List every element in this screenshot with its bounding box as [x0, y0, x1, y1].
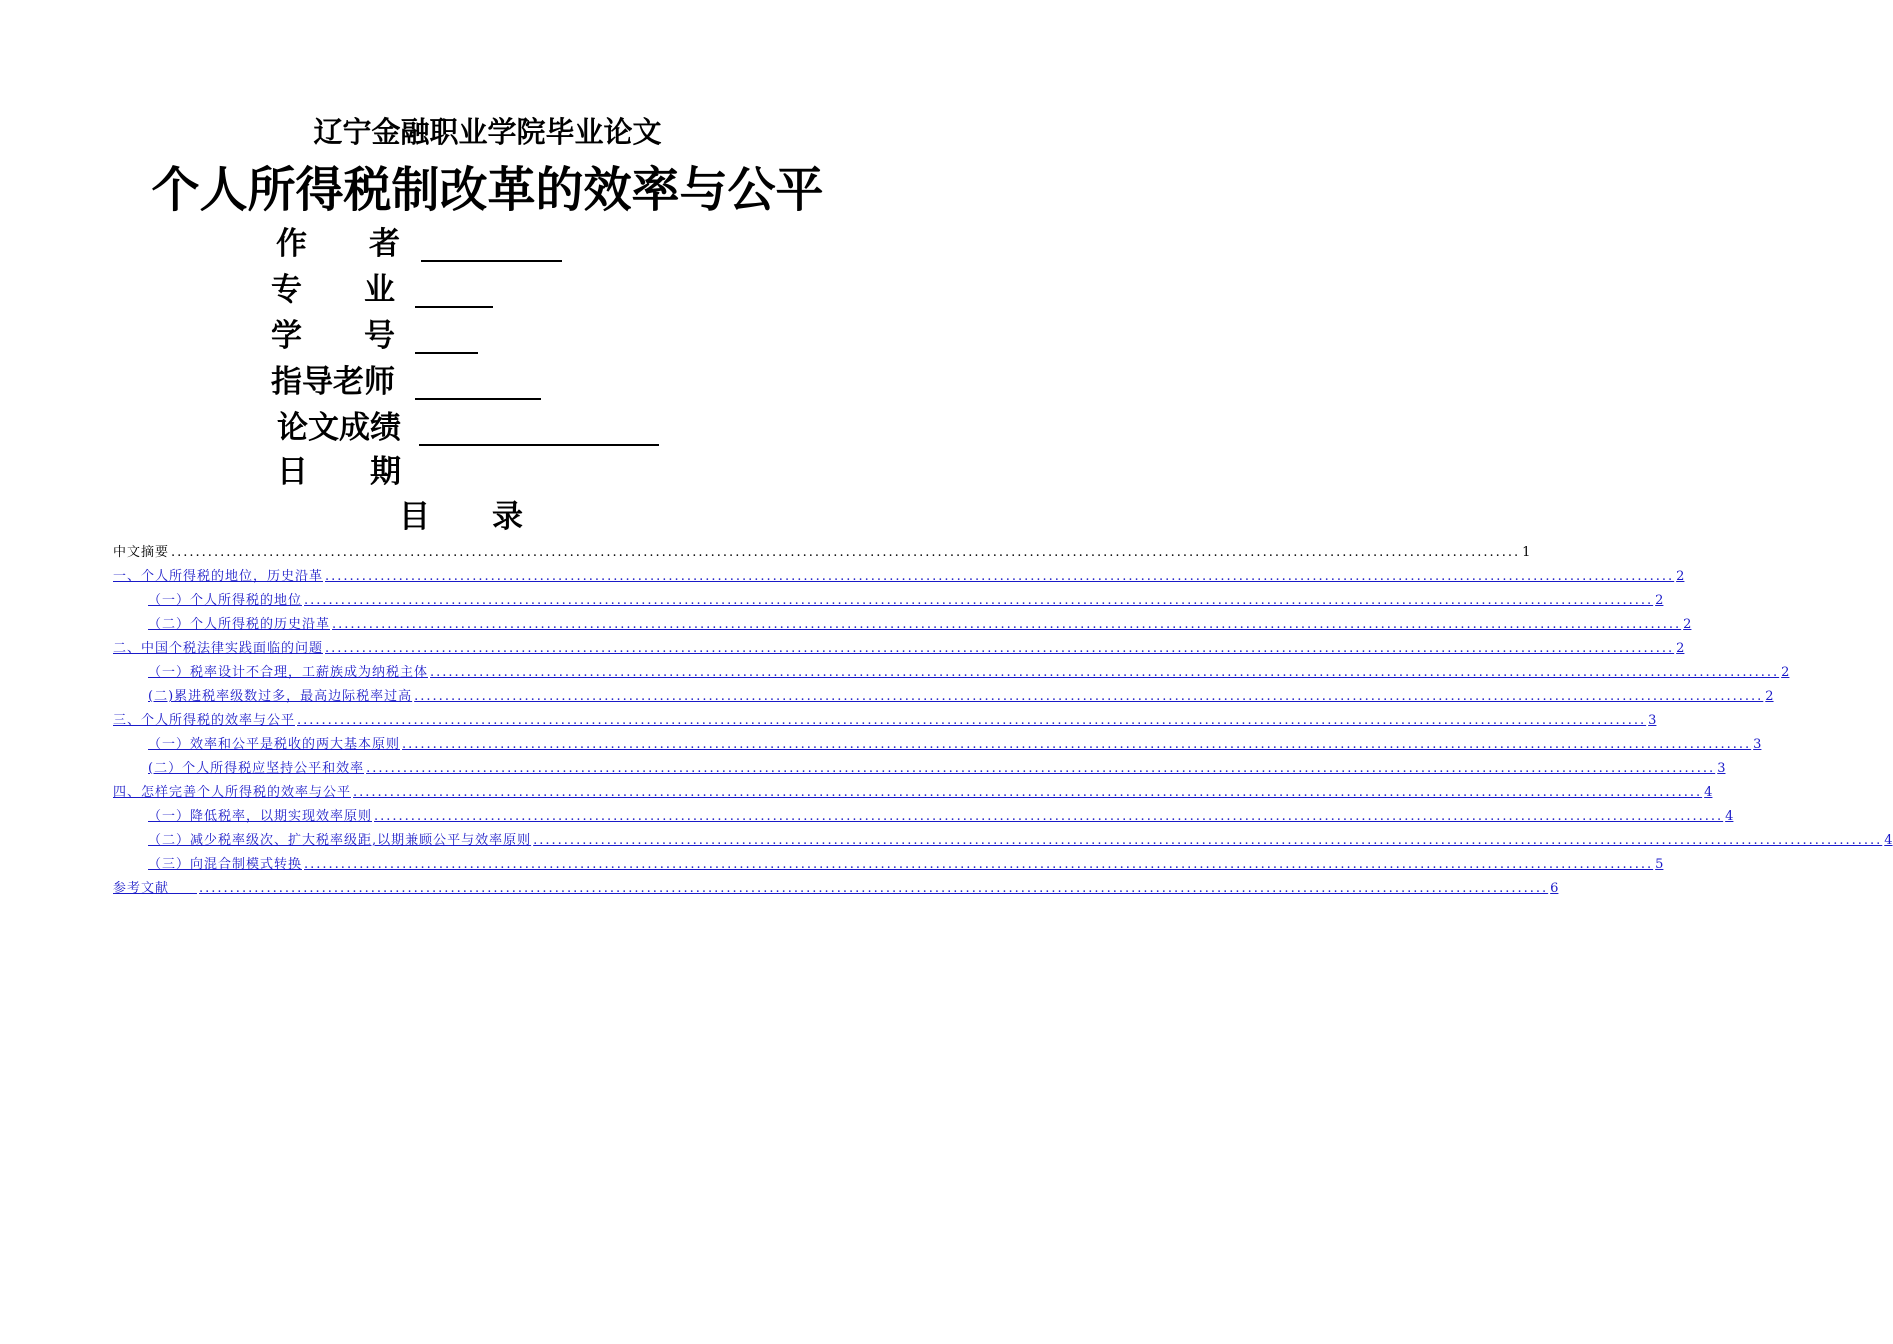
major-row	[271, 270, 511, 310]
student-id-blank-line	[415, 352, 478, 354]
toc-entry-title[interactable]: （一）降低税率，以期实现效率原则	[148, 809, 373, 824]
toc-page-number[interactable]: 6	[1550, 881, 1559, 896]
author-blank-line	[421, 260, 562, 262]
toc-dot-leader: ............................................................................................................................................................................................................................	[297, 713, 1647, 728]
toc-page-number[interactable]: 2	[1676, 641, 1685, 656]
toc-page-number[interactable]: 4	[1704, 785, 1713, 800]
toc-entry-title[interactable]: （三）向混合制模式转换	[148, 857, 303, 872]
toc-entry-title[interactable]: 三、个人所得税的效率与公平	[113, 713, 296, 728]
major-label: 专 业	[271, 272, 395, 308]
toc-entry-title[interactable]: 参考文献	[113, 881, 198, 896]
toc-entry[interactable]	[113, 589, 1664, 613]
toc-heading: 目 录	[399, 499, 523, 535]
toc-entry-title[interactable]: （一）个人所得税的地位	[148, 593, 303, 608]
toc-entry[interactable]	[113, 637, 1685, 661]
toc-page-number[interactable]: 5	[1655, 857, 1664, 872]
toc-entry-title[interactable]: 二、中国个税法律实践面临的问题	[113, 641, 324, 656]
toc-entry-title[interactable]: （二）减少税率级次、扩大税率级距,以期兼顾公平与效率原则	[148, 833, 532, 848]
toc-page-number[interactable]: 2	[1683, 617, 1692, 632]
toc-entry[interactable]	[113, 757, 1726, 781]
toc-entry-title: 中文摘要	[113, 545, 170, 560]
toc-entry-title[interactable]: （一）税率设计不合理，工薪族成为纳税主体	[148, 665, 429, 680]
table-of-contents	[113, 541, 1893, 901]
author-row	[276, 224, 576, 264]
toc-entry-title[interactable]: （二）个人所得税的历史沿革	[148, 617, 331, 632]
advisor-row	[271, 362, 561, 402]
toc-dot-leader: ............................................................................................................................................................................................................................	[414, 689, 1764, 704]
toc-dot-leader: ............................................................................................................................................................................................................................	[366, 761, 1716, 776]
toc-entry[interactable]	[113, 613, 1692, 637]
advisor-blank-line	[415, 398, 541, 400]
school-title: 辽宁金融职业学院毕业论文	[313, 115, 662, 149]
toc-page-number[interactable]: 3	[1753, 737, 1762, 752]
grade-blank-line	[419, 444, 659, 446]
grade-row	[277, 408, 677, 448]
grade-label: 论文成绩	[277, 410, 401, 446]
toc-page-number[interactable]: 3	[1717, 761, 1726, 776]
toc-dot-leader: ............................................................................................................................................................................................................................	[199, 881, 1549, 896]
toc-entry[interactable]	[113, 781, 1713, 805]
toc-dot-leader: ............................................................................................................................................................................................................................	[304, 857, 1654, 872]
date-label: 日 期	[277, 454, 401, 490]
toc-dot-leader: ............................................................................................................................................................................................................................	[171, 545, 1521, 560]
toc-entry-title[interactable]: （一）效率和公平是税收的两大基本原则	[148, 737, 401, 752]
toc-page-number[interactable]: 4	[1884, 833, 1893, 848]
advisor-label: 指导老师	[271, 364, 395, 400]
thesis-title: 个人所得税制改革的效率与公平	[151, 162, 824, 218]
toc-entry-title[interactable]: 四、怎样完善个人所得税的效率与公平	[113, 785, 352, 800]
toc-entry-title[interactable]: (二)累进税率级数过多，最高边际税率过高	[148, 689, 413, 704]
major-blank-line	[415, 306, 493, 308]
toc-entry[interactable]	[113, 661, 1790, 685]
toc-entry-title[interactable]: 一、个人所得税的地位，历史沿革	[113, 569, 324, 584]
toc-page-number[interactable]: 3	[1648, 713, 1657, 728]
toc-page-number[interactable]: 2	[1765, 689, 1774, 704]
toc-page-number[interactable]: 4	[1725, 809, 1734, 824]
toc-entry-title[interactable]: (二）个人所得税应坚持公平和效率	[148, 761, 365, 776]
toc-entry[interactable]	[113, 829, 1893, 853]
toc-dot-leader: ............................................................................................................................................................................................................................	[374, 809, 1724, 824]
toc-page-number: 1	[1522, 545, 1531, 560]
toc-entry[interactable]	[113, 685, 1774, 709]
toc-page-number[interactable]: 2	[1655, 593, 1664, 608]
toc-entry[interactable]	[113, 733, 1762, 757]
toc-dot-leader: ............................................................................................................................................................................................................................	[325, 569, 1675, 584]
toc-dot-leader: ............................................................................................................................................................................................................................	[304, 593, 1654, 608]
student-id-label: 学 号	[271, 318, 395, 354]
toc-entry[interactable]	[113, 877, 1559, 901]
date-row	[277, 452, 477, 492]
toc-page-number[interactable]: 2	[1781, 665, 1790, 680]
toc-entry[interactable]	[113, 709, 1657, 733]
toc-dot-leader: ............................................................................................................................................................................................................................	[332, 617, 1682, 632]
author-label: 作 者	[276, 226, 400, 262]
toc-entry[interactable]	[113, 805, 1734, 829]
toc-dot-leader: ............................................................................................................................................................................................................................	[402, 737, 1752, 752]
toc-entry	[113, 541, 1531, 565]
toc-dot-leader: ............................................................................................................................................................................................................................	[325, 641, 1675, 656]
toc-dot-leader: ............................................................................................................................................................................................................................	[533, 833, 1883, 848]
toc-dot-leader: ............................................................................................................................................................................................................................	[353, 785, 1703, 800]
toc-page-number[interactable]: 2	[1676, 569, 1685, 584]
toc-entry[interactable]	[113, 853, 1664, 877]
toc-dot-leader: ............................................................................................................................................................................................................................	[430, 665, 1780, 680]
toc-entry[interactable]	[113, 565, 1685, 589]
student-id-row	[271, 316, 491, 356]
